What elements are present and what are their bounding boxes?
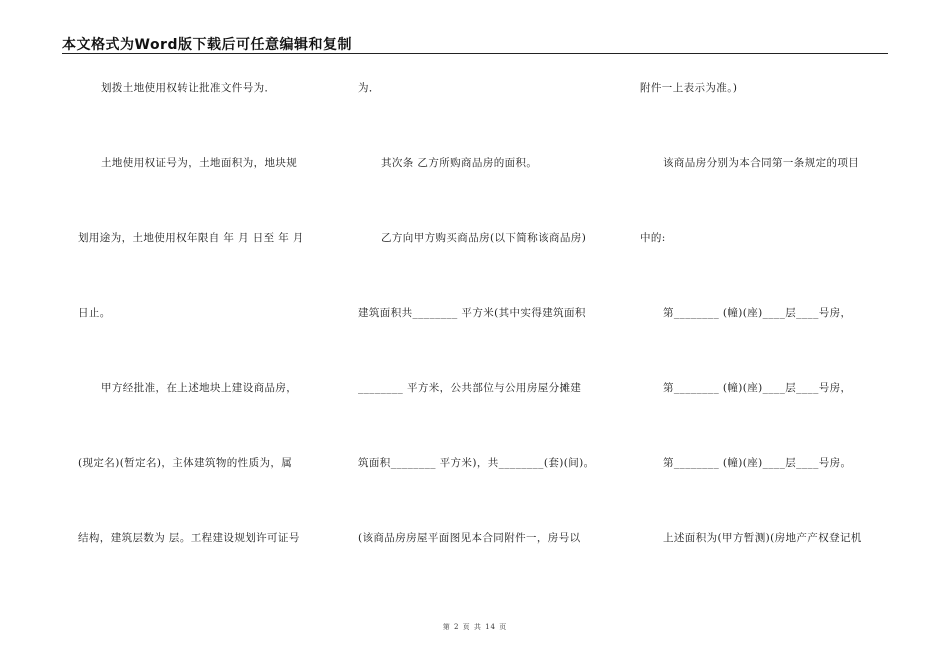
text-line: 为． <box>358 82 380 94</box>
text-line: 中的: <box>640 232 666 244</box>
header-rule <box>62 53 888 54</box>
text-line: 建筑面积共________ 平方米(其中实得建筑面积 <box>358 307 586 319</box>
text-line: 甲方经批准，在上述地块上建设商品房， <box>101 382 298 394</box>
text-line: 上述面积为(甲方暂测)(房地产产权登记机 <box>663 532 862 544</box>
text-line: 土地使用权证号为，土地面积为，地块规 <box>101 157 298 169</box>
page-number-footer: 第 2 页 共 14 页 <box>442 623 508 631</box>
text-line: 划拨土地使用权转让批准文件号为． <box>101 82 276 94</box>
text-line: 其次条 乙方所购商品房的面积。 <box>381 157 538 169</box>
text-line: 乙方向甲方购买商品房(以下简称该商品房) <box>381 232 587 244</box>
text-line: 附件一上表示为准。) <box>640 82 738 94</box>
text-line: 筑面积________ 平方米)，共________(套)(间)。 <box>358 457 595 469</box>
text-line: (现定名)(暂定名)，主体建筑物的性质为，属 <box>78 457 293 469</box>
text-line: 该商品房分别为本合同第一条规定的项目 <box>663 157 860 169</box>
text-line: 日止。 <box>78 307 111 319</box>
text-line: 第________ (幢)(座)____层____号房， <box>663 382 852 394</box>
text-line: 划用途为，土地使用权年限自 年 月 日至 年 月 <box>78 232 304 244</box>
text-line: 第________ (幢)(座)____层____号房。 <box>663 457 852 469</box>
document-header-title: 本文格式为Word版下载后可任意编辑和复制 <box>62 37 352 53</box>
text-line: (该商品房房屋平面图见本合同附件一，房号以 <box>358 532 581 544</box>
text-line: 第________ (幢)(座)____层____号房， <box>663 307 852 319</box>
text-line: ________ 平方米，公共部位与公用房屋分摊建 <box>358 382 582 394</box>
text-line: 结构，建筑层数为 层。工程建设规划许可证号 <box>78 532 300 544</box>
